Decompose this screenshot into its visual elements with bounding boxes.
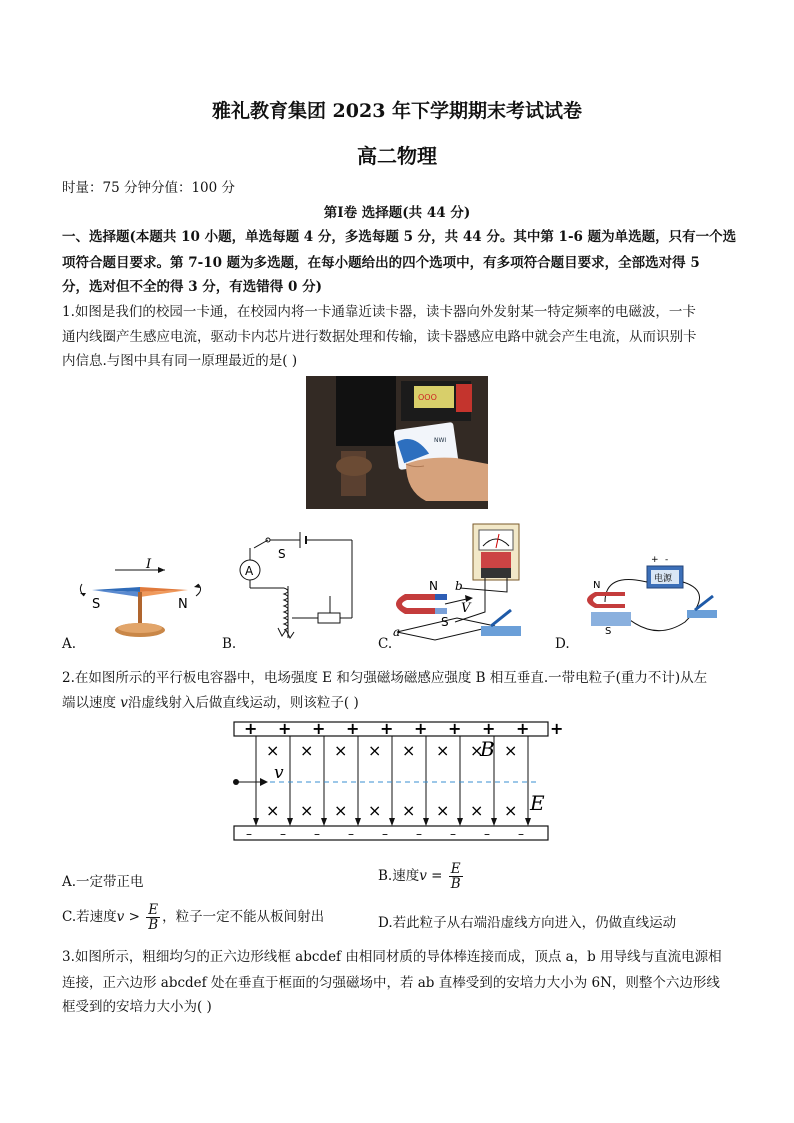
option-label: D. [555,636,570,652]
cross-mark: × [368,741,382,760]
cross-mark: × [300,801,314,820]
field-arrowhead [355,818,361,826]
south-label: S [92,597,101,612]
current-label: I [146,557,152,572]
cross-mark: × [368,801,382,820]
minus-sign: – [518,827,524,841]
figure-b [230,528,360,648]
figure-d [565,552,730,647]
time-info: 时量：75 分钟分值：100 分 [62,180,236,196]
plus-sign: + [550,719,564,738]
card-reader-photo [306,376,488,509]
cross-mark: × [402,741,416,760]
question-text: 连接，正六边形 abcdef 处在垂直于框面的匀强磁场中，若 ab 直棒受到的安培力大小为 6N，则整个六边形线 [62,975,720,991]
instructions-line: 项符合题目要求。第 7-10 题为多选题，在每小题给出的四个选项中，有多项符合题目要求，全部选对得 5 [62,255,700,271]
option-a: A.一定带正电 [62,874,144,890]
plus-sign: + [414,719,428,738]
cross-mark: × [504,801,518,820]
velocity-label: v [274,763,284,783]
minus-sign: – [280,827,286,841]
cross-mark: × [504,741,518,760]
south-label: S [441,615,449,629]
question-text: 通内线圈产生感应电流，驱动卡内芯片进行数据处理和传输，读卡器感应电路中就会产生电流，从而识别卡 [62,329,697,345]
b-label: b [455,579,463,593]
field-arrowhead [423,818,429,826]
plus-sign: + [244,719,258,738]
field-arrowhead [253,818,259,826]
cross-mark: × [266,801,280,820]
cross-mark: × [334,801,348,820]
cross-mark: × [266,741,280,760]
fraction: $\frac{E}{B}$ [450,861,461,892]
plus-sign: + [516,719,530,738]
question-text: 内信息.与图中具有同一原理最近的是( ) [62,353,298,369]
power-label: 电源 [654,574,673,584]
plus-sign: + [278,719,292,738]
minus-sign: – [484,827,490,841]
option-label: C. [378,636,393,652]
field-arrowhead [287,818,293,826]
section-title: 第Ⅰ卷 选择题(共 44 分) [323,205,471,221]
switch-label: S [278,547,286,561]
plus-sign: + [346,719,360,738]
e-field-label: E [530,791,545,815]
cross-mark: × [470,741,484,760]
cross-mark: × [300,741,314,760]
question-text: 3.如图所示，粗细均匀的正六边形线框 abcdef 由相同材质的导体棒连接而成，顶点 a，b 用导线与直流电源相 [62,949,722,965]
plus-sign: + [482,719,496,738]
cross-mark: × [334,741,348,760]
minus-sign: – [348,827,354,841]
north-label: N [178,597,188,612]
plus-sign: + [312,719,326,738]
field-arrowhead [457,818,463,826]
minus-label: - [665,555,669,565]
plus-sign: + [448,719,462,738]
option-label: B. [222,636,237,652]
capacitor-figure [230,718,564,844]
north-label: N [429,579,438,593]
question-text: 端以速度 v沿虚线射入后做直线运动，则该粒子( ) [62,695,359,711]
question-text: 2.在如图所示的平行板电容器中，电场强度 E 和匀强磁场磁感应强度 B 相互垂直.一带电粒子(重力不计)从左 [62,670,708,686]
minus-sign: – [450,827,456,841]
instructions-line: 分，选对但不全的得 3 分，有选错得 0 分) [62,279,322,295]
fraction: $\frac{E}{B}$ [148,902,159,933]
minus-sign: – [246,827,252,841]
cross-mark: × [470,801,484,820]
field-arrowhead [321,818,327,826]
figure-a [70,557,210,645]
exam-title: 雅礼教育集团 2023 年下学期期末考试试卷 [211,100,583,122]
instructions-line: 一、选择题(本题共 10 小题，单选每题 4 分，多选每题 5 分，共 44 分。其中第 1-6 题为单选题，只有一个选 [62,229,737,245]
option-c: C.若速度v > $\frac{E}{B}$ ，粒子一定不能从板间射出 [62,902,325,933]
plus-sign: + [380,719,394,738]
minus-sign: – [416,827,422,841]
minus-sign: – [314,827,320,841]
field-arrowhead [389,818,395,826]
question-text: 框受到的安培力大小为( ) [62,999,212,1015]
card-text: NWI [434,437,447,444]
field-arrowhead [525,818,531,826]
cross-mark: × [436,801,450,820]
reader-display-text: OOO [418,393,437,402]
option-label: A. [62,636,77,652]
minus-sign: – [382,827,388,841]
plus-label: + [651,555,659,565]
subject-title: 高二物理 [357,144,437,168]
option-d: D.若此粒子从右端沿虚线方向进入，仍做直线运动 [378,915,677,931]
south-label: S [605,626,612,637]
a-label: a [393,625,401,639]
ammeter-label: A [245,564,254,578]
north-label: N [593,580,601,591]
cross-mark: × [436,741,450,760]
b-field-label: B [480,737,495,761]
velocity-label: V [461,601,471,616]
question-text: 1.如图是我们的校园一卡通，在校园内将一卡通靠近读卡器，读卡器向外发射某一特定频率的电磁波，一卡 [62,304,696,320]
option-b: B.速度v = $\frac{E}{B}$ [378,861,461,892]
field-arrowhead [491,818,497,826]
figure-c [385,522,535,650]
cross-mark: × [402,801,416,820]
